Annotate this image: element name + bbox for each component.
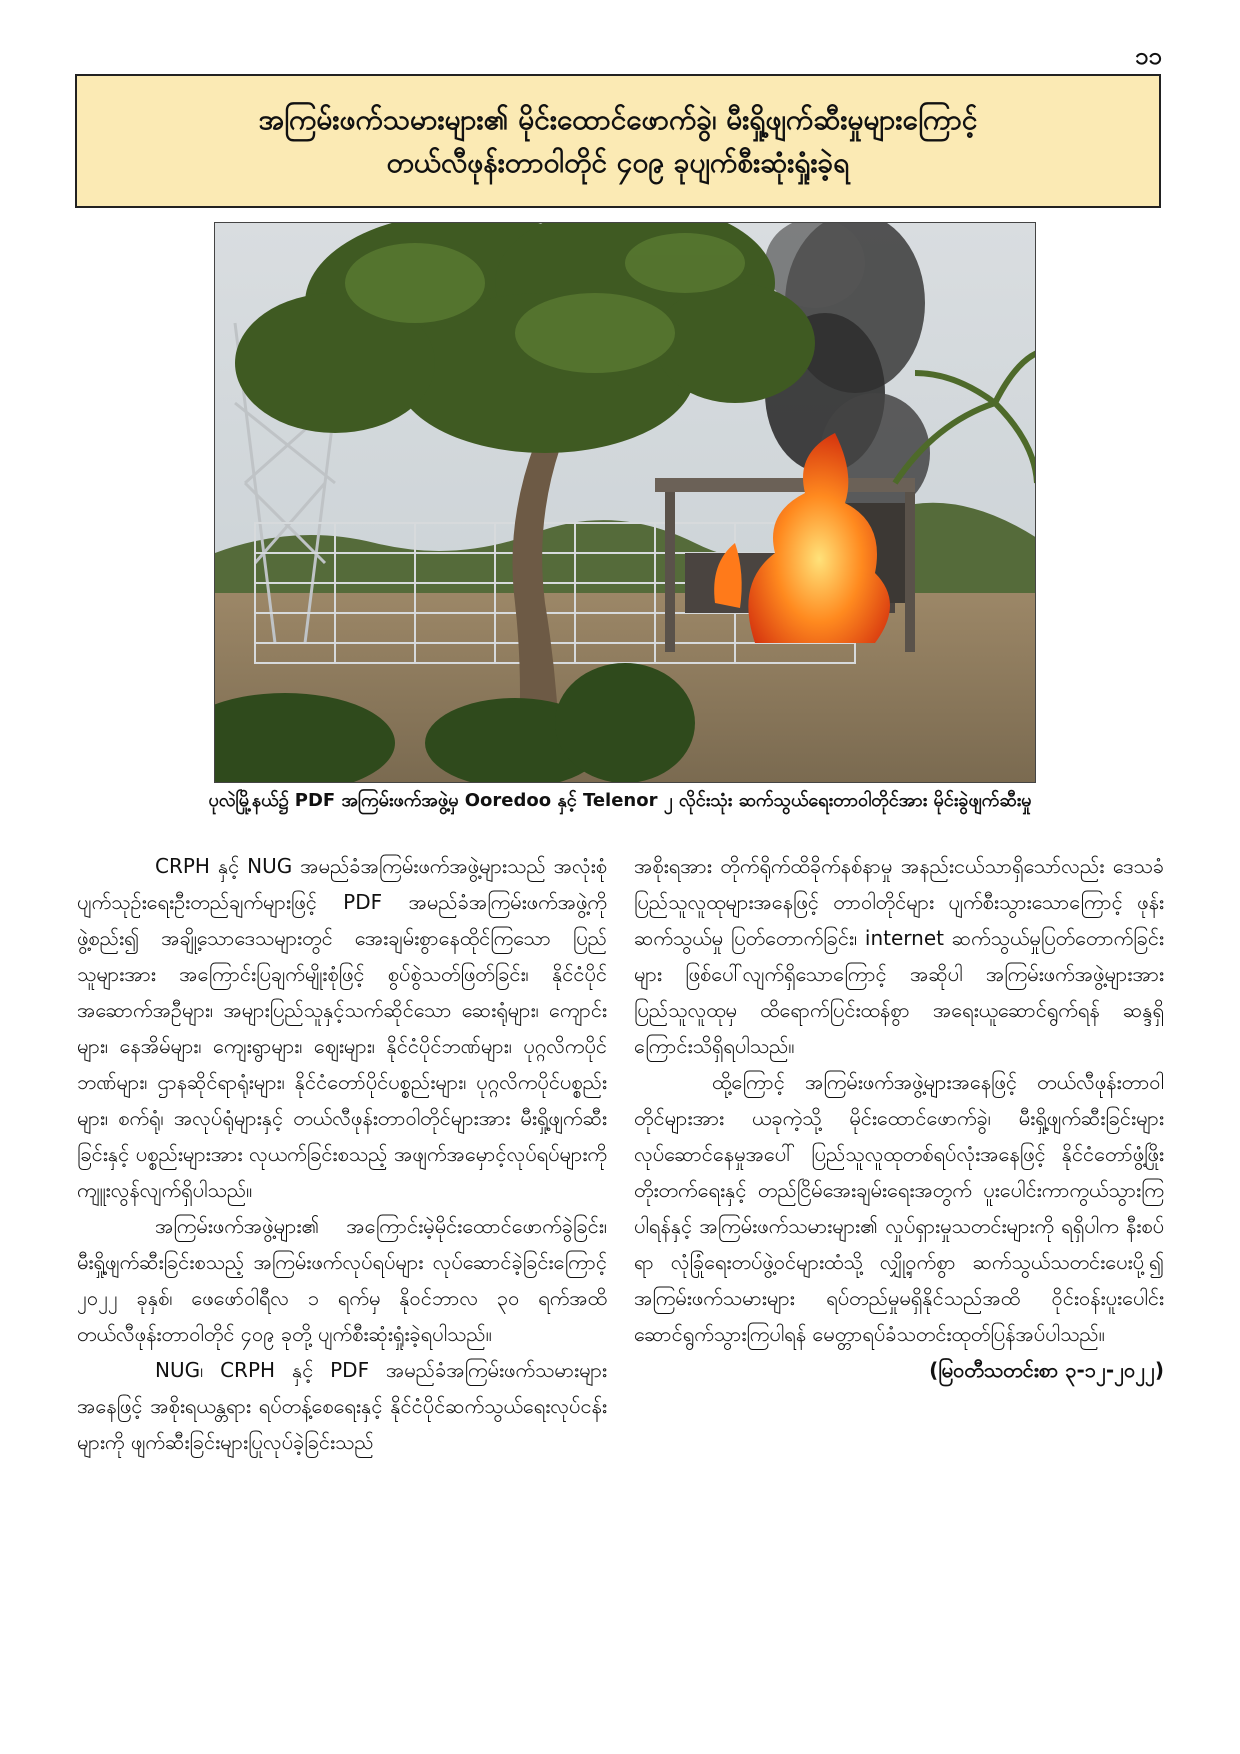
body-paragraph: CRPH နှင့် NUG အမည်ခံအကြမ်းဖက်အဖွဲ့များသည် အလုံးစုံပျက်သုဉ်းရေးဦးတည်ချက်များဖြင့် PDF အမည်ခံအကြမ်းဖက်အဖွဲ့ကို ဖွဲ့စည်း၍ အချို့သောဒေသများတွင် အေးချမ်းစွာနေထိုင်ကြသော ပြည်သူများအား အကြောင်းပြချက်မျိုးစုံဖြင့် စွပ်စွဲသတ်ဖြတ်ခြင်း၊ နိုင်ငံပိုင်အဆောက်အဦများ၊ အများပြည်သူနှင့်သက်ဆိုင်သော ဆေးရုံများ၊ ကျောင်းများ၊ နေအိမ်များ၊ ကျေးရွာများ၊ ဈေးများ၊ နိုင်ငံပိုင်ဘဏ်များ၊ ပုဂ္ဂလိကပိုင်ဘဏ်များ၊ ဌာနဆိုင်ရာရုံးများ၊ နိုင်ငံတော်ပိုင်ပစ္စည်းများ၊ ပုဂ္ဂလိကပိုင်ပစ္စည်းများ၊ စက်ရုံ၊ အလုပ်ရုံများနှင့် တယ်လီဖုန်းတာဝါတိုင်များအား မီးရှို့ဖျက်ဆီးခြင်းနှင့် ပစ္စည်းများအား လုယက်ခြင်းစသည့် အဖျက်အမှောင့်လုပ်ရပ်များကို ကျူးလွန်လျက်ရှိပါသည်။ (77, 854, 607, 1202)
body-column-right (634, 848, 1164, 1388)
body-paragraph: အကြမ်းဖက်အဖွဲ့များ၏ အကြောင်းမဲ့မိုင်းထောင်ဖောက်ခွဲခြင်း၊ မီးရှို့ဖျက်ဆီးခြင်းစသည့် အကြမ်းဖက်လုပ်ရပ်များ လုပ်ဆောင်ခဲ့ခြင်းကြောင့် ၂၀၂၂ ခုနှစ်၊ ဖေဖော်ဝါရီလ ၁ ရက်မှ နိုဝင်ဘာလ ၃၀ ရက်အထိ တယ်လီဖုန်းတာဝါတိုင် ၄၀၉ ခုတို့ ပျက်စီးဆုံးရှုံးခဲ့ရပါသည်။ (77, 1214, 607, 1346)
headline-line-1: အကြမ်းဖက်သမားများ၏ မိုင်းထောင်ဖောက်ခွဲ၊ မီးရှို့ဖျက်ဆီးမှုများကြောင့် (258, 102, 978, 136)
headline-box (75, 74, 1161, 208)
photo-caption: ပုလဲမြို့နယ်၌ PDF အကြမ်းဖက်အဖွဲ့မှ Ooredoo နှင့် Telenor ၂ လိုင်းသုံး ဆက်သွယ်ရေးတာဝါတိုင်အား မိုင်းခွဲဖျက်ဆီးမှု (208, 790, 1032, 811)
body-column-left (77, 848, 607, 1460)
body-paragraph: အစိုးရအား တိုက်ရိုက်ထိခိုက်နစ်နာမှု အနည်းငယ်သာရှိသော်လည်း ဒေသခံ ပြည်သူလူထုများအနေဖြင့် တာဝါတိုင်များ ပျက်စီးသွားသောကြောင့် ဖုန်းဆက်သွယ်မှု ပြတ်တောက်ခြင်း၊ internet ဆက်သွယ်မှုပြတ်တောက်ခြင်းများ ဖြစ်ပေါ်လျက်ရှိသောကြောင့် အဆိုပါ အကြမ်းဖက်အဖွဲ့များအား ပြည်သူလူထုမှ ထိရောက်ပြင်းထန်စွာ အရေးယူဆောင်ရွက်ရန် ဆန္ဒရှိကြောင်းသိရှိရပါသည်။ (634, 854, 1164, 1058)
news-photo (214, 222, 1036, 783)
source-citation: (မြဝတီသတင်းစာ ၃-၁၂-၂၀၂၂) (929, 1358, 1164, 1382)
headline-line-2: တယ်လီဖုန်းတာဝါတိုင် ၄၀၉ ခုပျက်စီးဆုံးရှုံးခဲ့ရ (386, 146, 850, 179)
page-number: ၁၁ (1135, 42, 1162, 70)
body-paragraph: NUG၊ CRPH နှင့် PDF အမည်ခံအကြမ်းဖက်သမားများအနေဖြင့် အစိုးရယန္တရား ရပ်တန့်စေရေးနှင့် နိုင်ငံပိုင်ဆက်သွယ်ရေးလုပ်ငန်းများကို ဖျက်ဆီးခြင်းများပြုလုပ်ခဲ့ခြင်းသည် (77, 1358, 607, 1454)
body-paragraph: ထို့ကြောင့် အကြမ်းဖက်အဖွဲ့များအနေဖြင့် တယ်လီဖုန်းတာဝါတိုင်များအား ယခုကဲ့သို့ မိုင်းထောင်ဖောက်ခွဲ၊ မီးရှို့ဖျက်ဆီးခြင်းများ လုပ်ဆောင်နေမှုအပေါ် ပြည်သူလူထုတစ်ရပ်လုံးအနေဖြင့် နိုင်ငံတော်ဖွံ့ဖြိုးတိုးတက်ရေးနှင့် တည်ငြိမ်အေးချမ်းရေးအတွက် ပူးပေါင်းကာကွယ်သွားကြပါရန်နှင့် အကြမ်းဖက်သမားများ၏ လှုပ်ရှားမှုသတင်းများကို ရရှိပါက နီးစပ်ရာ လုံခြုံရေးတပ်ဖွဲ့ဝင်များထံသို့ လျှို့ဝှက်စွာ ဆက်သွယ်သတင်းပေးပို့၍ အကြမ်းဖက်သမားများ ရပ်တည်မှုမရှိနိုင်သည်အထိ ဝိုင်းဝန်းပူးပေါင်းဆောင်ရွက်သွားကြပါရန် မေတ္တာရပ်ခံသတင်းထုတ်ပြန်အပ်ပါသည်။ (634, 1070, 1164, 1346)
